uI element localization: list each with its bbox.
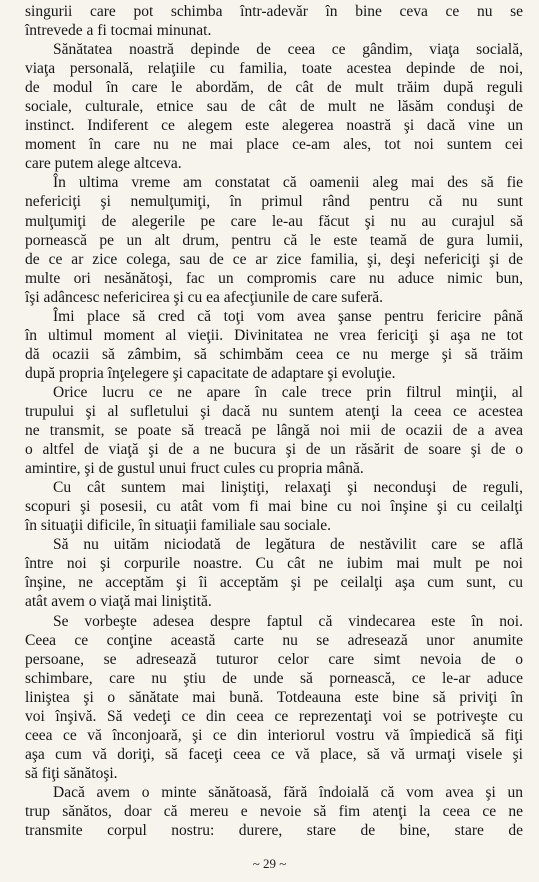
text-line: de modul în care le abordăm, de cât de mult trăim după reguli: [25, 79, 523, 97]
text-line: în situaţii dificile, în situaţii familiale sau sociale.: [25, 517, 332, 535]
text-line: care putem alege altceva.: [25, 155, 182, 173]
text-line: în ultimul moment al vieţii. Divinitatea ne vrea fericiţi şi aşa ne tot: [25, 326, 523, 344]
text-line: după propria înţelegere şi capacitate de adaptare şi evoluţie.: [25, 364, 396, 382]
text-line: ceea ce vă înconjoară, şi ce din interiorul vostru vă împiedică să fiţi: [25, 726, 523, 744]
text-line: Sănătatea noastră depinde de ceea ce gândim, viaţa socială,: [53, 41, 523, 59]
text-line: atât avem o viaţă mai liniştită.: [25, 593, 212, 611]
text-line: Cu cât suntem mai liniştiţi, relaxaţi şi neconduşi de reguli,: [53, 479, 523, 497]
text-line: transmite corpul nostru: durere, stare de bine, stare de: [25, 822, 523, 840]
text-line: îşi adâncesc nefericirea şi cu ea afecţiunile de care suferă.: [25, 288, 383, 306]
text-line: schimbare, care nu ştiu de unde să pornească, ce le-ar aduce: [25, 669, 523, 687]
text-line: persoane, se adresează tuturor celor care simt nevoia de o: [25, 650, 523, 668]
text-line: instinct. Indiferent ce alegem este alegerea noastră şi dacă vine un: [25, 117, 523, 135]
text-line: înşine, ne acceptăm şi îi acceptăm şi pe ceilalţi aşa cum sunt, cu: [25, 574, 523, 592]
text-line: Ceea ce conţine această carte nu se adresează unor anumite: [25, 631, 523, 649]
page-number: ~ 29 ~: [252, 856, 287, 871]
text-line: multe ori nesănătoşi, fac un compromis care nu aduce nimic bun,: [25, 269, 523, 287]
body-text: [25, 2, 523, 840]
text-line: singurii care pot schimba într-adevăr în bine ceva ce nu se: [25, 3, 523, 20]
text-line: trupului şi al sufletului şi dacă nu suntem atenţi la ceea ce acestea: [25, 402, 523, 420]
text-line: În ultima vreme am constatat că oamenii aleg mai des să fie: [53, 174, 523, 192]
text-line: trup sănătos, doar că mereu e nevoie să fim atenţi la ceea ce ne: [25, 802, 523, 820]
text-line: Dacă avem o minte sănătoasă, fără îndoială că vom avea şi un: [53, 783, 523, 801]
text-line: liniştea şi o sănătate mai bună. Totdeauna este bine să priviţi în: [25, 688, 523, 706]
text-line: Orice lucru ce ne apare în cale trece prin filtrul minţii, al: [53, 383, 523, 401]
text-line: Să nu uităm niciodată de legătura de nestăvilit care se află: [53, 536, 523, 554]
text-line: dă ocazii să zâmbim, să schimbăm ceea ce nu merge şi să trăim: [25, 345, 523, 363]
text-line: mulţumiţi de alegerile pe care le-au făcut şi nu au curajul să: [25, 212, 523, 230]
text-line: pornească pe un alt drum, pentru că le este teamă de gura lumii,: [25, 231, 523, 249]
text-line: între noi şi corpurile noastre. Cu cât ne iubim mai mult pe noi: [25, 555, 523, 573]
text-line: aşa cum vă doriţi, să faceţi ceea ce vă place, să vă urmaţi visele şi: [25, 745, 523, 763]
text-line: ne transmit, se poate să treacă pe lângă noi mii de ocazii de a avea: [25, 422, 523, 440]
text-line: întrevede a fi tocmai minunat.: [25, 22, 212, 40]
text-line: viaţa personală, relaţiile cu familia, toate acestea depinde de noi,: [25, 60, 523, 78]
text-line: o altfel de viaţă şi de a ne bucura şi de un răsărit de soare şi de o: [25, 441, 523, 459]
text-line: amintire, şi de gustul unui fruct cules cu propria mână.: [25, 460, 364, 478]
text-line: să fiţi sănătoşi.: [25, 764, 118, 782]
text-line: voi înşivă. Să vedeţi ce din ceea ce reprezentaţi voi se potriveşte cu: [25, 707, 523, 725]
text-line: scopuri şi posesii, cu atât vom fi mai bine cu noi înşine şi cu ceilalţi: [25, 498, 523, 516]
text-line: Îmi place să cred că toţi vom avea şanse pentru fericire până: [53, 307, 523, 325]
text-line: sociale, culturale, etnice sau de cât de mult ne lăsăm conduşi de: [25, 98, 523, 116]
text-line: moment în care nu ne mai place ce-am ales, tot noi suntem cei: [25, 136, 523, 154]
text-line: Se vorbeşte adesea despre faptul că vindecarea este în noi.: [53, 612, 523, 630]
text-line: nefericiţi şi nemulţumiţi, în primul rând pentru că nu sunt: [25, 193, 523, 211]
text-line: de ce ar zice colega, sau de ce ar zice familia, şi, deşi nefericiţi şi de: [25, 250, 523, 268]
